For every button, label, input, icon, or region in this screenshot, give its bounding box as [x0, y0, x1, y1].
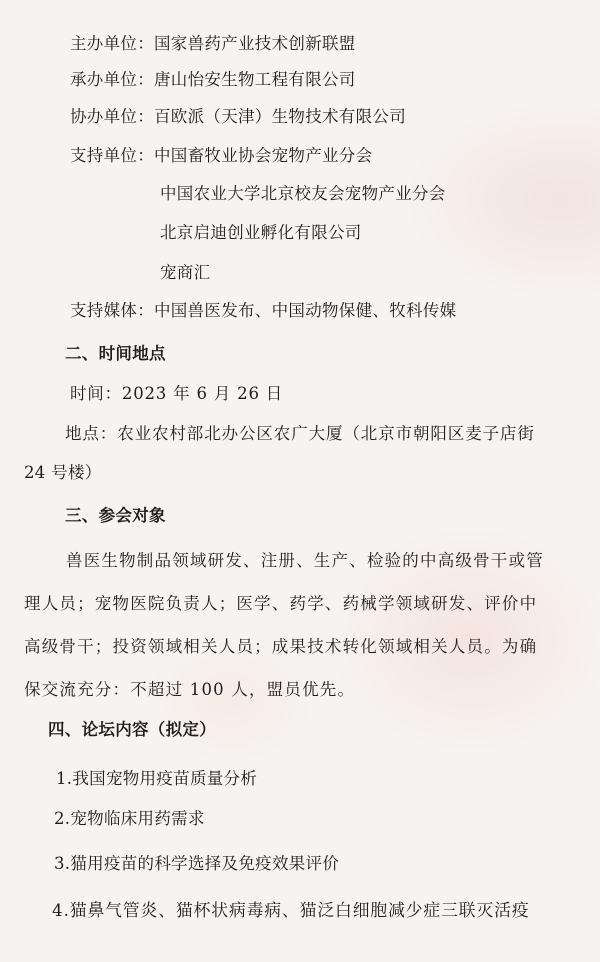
host-value: 国家兽药产业技术创新联盟: [154, 34, 356, 53]
organizer-row: [70, 66, 356, 90]
host-row: [70, 30, 356, 54]
co-organizer-label: 协办单位：: [70, 107, 154, 126]
host-label: 主办单位：: [70, 34, 154, 53]
supporter-2: 中国农业大学北京校友会宠物产业分会: [160, 184, 446, 203]
audience-line-3: 高级骨干；投资领域相关人员；成果技术转化领域相关人员。为确: [24, 637, 538, 656]
media-row: [70, 297, 456, 321]
media-value: 中国兽医发布、中国动物保健、牧科传媒: [154, 301, 457, 320]
supporter-4: 宠商汇: [160, 263, 211, 282]
section4-heading: 四、论坛内容（拟定）: [48, 720, 216, 739]
audience-line-4: 保交流充分：不超过 100 人，盟员优先。: [24, 680, 356, 699]
section2-heading: 二、时间地点: [65, 344, 166, 363]
co-organizer-row: [70, 103, 406, 127]
audience-line-2: 理人员；宠物医院负责人；医学、药学、药械学领域研发、评价中: [24, 594, 538, 613]
supporters-label: 支持单位：: [70, 146, 154, 165]
event-place-line1: 地点：农业农村部北办公区农广大厦（北京市朝阳区麦子店街: [65, 424, 535, 443]
supporters-row: [70, 142, 372, 166]
agenda-item-2: 2.宠物临床用药需求: [54, 809, 205, 828]
section3-heading: 三、参会对象: [65, 506, 166, 525]
organizer-label: 承办单位：: [70, 70, 154, 89]
organizer-value: 唐山怡安生物工程有限公司: [154, 70, 356, 89]
agenda-item-3: 3.猫用疫苗的科学选择及免疫效果评价: [54, 854, 340, 873]
co-organizer-value: 百欧派（天津）生物技术有限公司: [154, 107, 406, 126]
agenda-item-4: 4.猫鼻气管炎、猫杯状病毒病、猫泛白细胞减少症三联灭活疫: [52, 900, 530, 920]
event-place-line2: 24 号楼）: [24, 463, 102, 482]
audience-line-1: 兽医生物制品领域研发、注册、生产、检验的中高级骨干或管: [66, 551, 544, 570]
supporter-3: 北京启迪创业孵化有限公司: [160, 223, 362, 242]
agenda-item-1: 1.我国宠物用疫苗质量分析: [56, 769, 258, 788]
media-label: 支持媒体：: [70, 301, 154, 320]
event-time: 时间：2023 年 6 月 26 日: [70, 384, 284, 403]
supporter-1: 中国畜牧业协会宠物产业分会: [154, 146, 373, 165]
